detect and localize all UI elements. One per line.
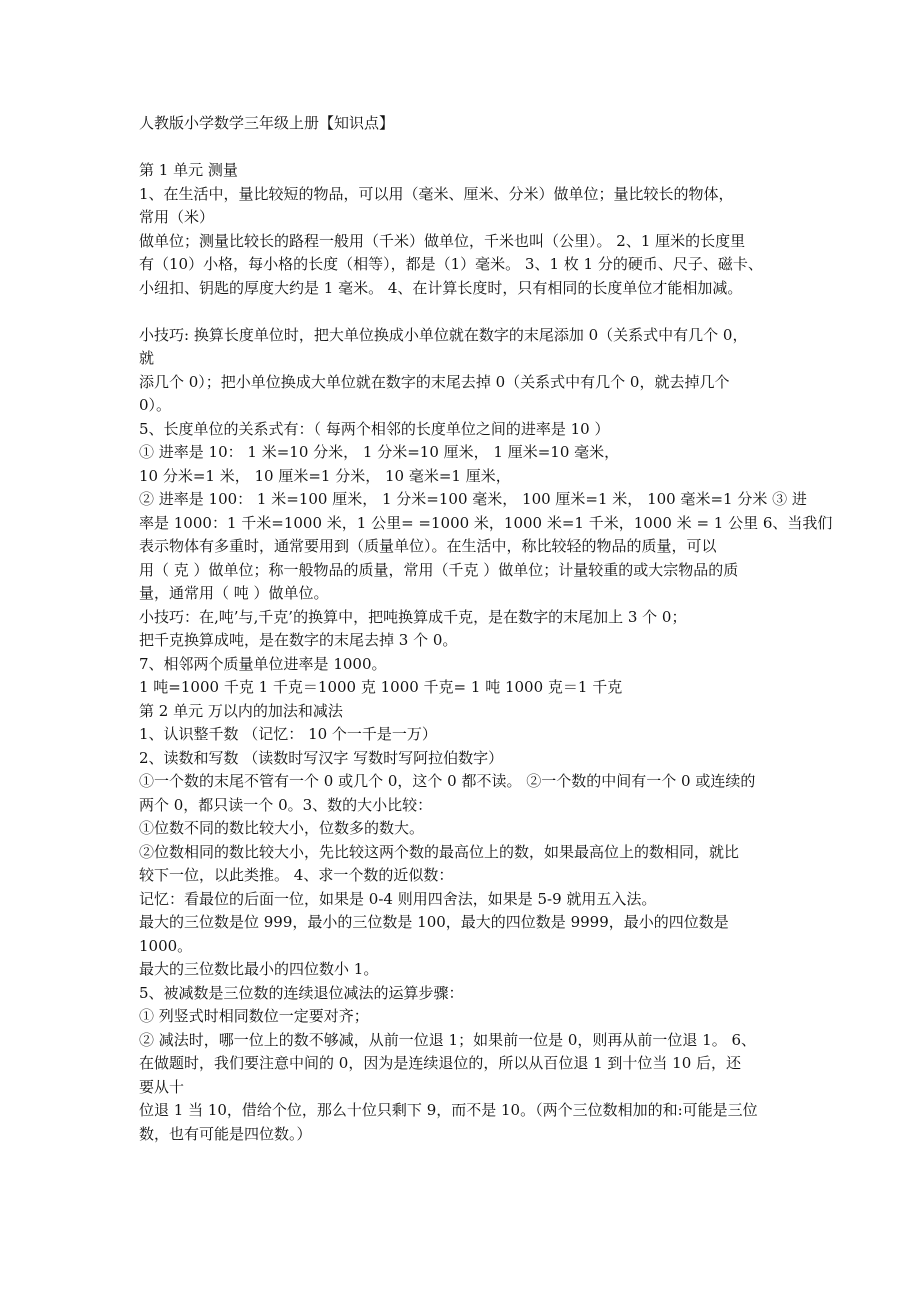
text-line: 就 bbox=[139, 349, 155, 367]
text-line: 添几个 0）；把小单位换成大单位就在数字的末尾去掉 0（关系式中有几个 0，就去掉几个 bbox=[139, 372, 730, 391]
text-line: 小技巧: 换算长度单位时，把大单位换成小单位就在数字的末尾添加 0（关系式中有几个 0， bbox=[139, 325, 748, 344]
text-line: 表示物体有多重时，通常要用到（质量单位）。在生活中，称比较轻的物品的质量，可以 bbox=[139, 537, 717, 555]
text-line: 率是 1000：1 千米=1000 米，1 公里= =1000 米，1000 米=1 千米，1000 米 = 1 公里 6、当我们 bbox=[139, 513, 833, 532]
text-line: 常用（米） bbox=[139, 208, 215, 226]
text-line: 要从十 bbox=[139, 1077, 185, 1096]
text-line: 7、相邻两个质量单位进率是 1000。 bbox=[139, 654, 387, 673]
text-line: 小技巧：在‚吨’与‚千克’的换算中，把吨换算成千克，是在数字的末尾加上 3 个 0； bbox=[139, 607, 687, 626]
text-line: 位退 1 当 10，借给个位，那么十位只剩下 9，而不是 10。（两个三位数相加的和:可能是三位 bbox=[139, 1101, 758, 1119]
text-line: ②位数相同的数比较大小，先比较这两个数的最高位上的数，如果最高位上的数相同，就比 bbox=[139, 842, 740, 861]
text-line: 0）。 bbox=[139, 396, 172, 414]
text-line: 在做题时，我们要注意中间的 0，因为是连续退位的，所以从百位退 1 到十位当 10 后，还 bbox=[139, 1054, 742, 1072]
text-line: 2、读数和写数 （读数时写汉字 写数时写阿拉伯数字） bbox=[139, 748, 504, 767]
text-line: 10 分米=1 米， 10 厘米=1 分米， 10 毫米=1 厘米， bbox=[139, 466, 511, 485]
text-line: 1000。 bbox=[139, 936, 193, 955]
text-line: 最大的三位数比最小的四位数小 1。 bbox=[139, 960, 379, 978]
text-line: 最大的三位数是位 999，最小的三位数是 100，最大的四位数是 9999，最小的四位数是 bbox=[139, 913, 729, 931]
text-line: 做单位；测量比较长的路程一般用（千米）做单位，千米也叫（公里）。 2、1 厘米的长度里 bbox=[139, 231, 746, 250]
text-line: 第 2 单元 万以内的加法和减法 bbox=[139, 701, 343, 720]
text-line: 较下一位，以此类推。 4、求一个数的近似数： bbox=[139, 866, 454, 884]
text-line: 把千克换算成吨，是在数字的末尾去掉 3 个 0。 bbox=[139, 631, 458, 649]
unit1-measurement-section bbox=[139, 159, 787, 300]
text-line: 记忆：看最位的后面一位，如果是 0-4 则用四舍法，如果是 5-9 就用五入法。 bbox=[139, 889, 657, 908]
text-line: 有（10）小格，每小格的长度（相等），都是（1）毫米。 3、1 枚 1 分的硬币、尺子、磁卡、 bbox=[139, 255, 763, 273]
text-line: 5、长度单位的关系式有：（ 每两个相邻的长度单位之间的进率是 10 ） bbox=[139, 419, 610, 438]
text-line: 两个 0，都只读一个 0。3、数的大小比较： bbox=[139, 795, 433, 814]
text-line: ①一个数的末尾不管有一个 0 或几个 0，这个 0 都不读。 ②一个数的中间有一个 0 或连续的 bbox=[139, 772, 756, 790]
text-line: 1 吨=1000 千克 1 千克＝1000 克 1000 千克= 1 吨 1000 克＝1 千克 bbox=[139, 678, 623, 696]
text-line: 第 1 单元 测量 bbox=[139, 161, 238, 179]
blank-line bbox=[139, 300, 787, 324]
text-line: ① 进率是 10： 1 米=10 分米， 1 分米=10 厘米， 1 厘米=10 毫米， bbox=[139, 443, 620, 461]
text-line: 1、在生活中，量比较短的物品，可以用（毫米、厘米、分米）做单位；量比较长的物体， bbox=[139, 184, 734, 203]
text-line: ② 进率是 100： 1 米=100 厘米， 1 分米=100 毫米， 100 厘米=1 米， 100 毫米=1 分米 ③ 进 bbox=[139, 490, 807, 508]
text-line: 5、被减数是三位数的连续退位减法的运算步骤： bbox=[139, 983, 464, 1002]
text-line: 数，也有可能是四位数。） bbox=[139, 1124, 312, 1143]
text-line: ② 减法时，哪一位上的数不够减，从前一位退 1；如果前一位是 0，则再从前一位退 1。 6、 bbox=[139, 1030, 757, 1049]
main-content-section bbox=[139, 324, 833, 1147]
text-line: 用（ 克 ）做单位；称一般物品的质量，常用（千克 ）做单位；计量较重的或大宗物品的质 bbox=[139, 560, 739, 579]
document-page bbox=[139, 112, 833, 1146]
document-title: 人教版小学数学三年级上册【知识点】 bbox=[139, 114, 395, 132]
blank-line bbox=[139, 136, 787, 160]
text-line: 1、认识整千数 （记忆： 10 个一千是一万） bbox=[139, 725, 437, 743]
text-line: ①位数不同的数比较大小，位数多的数大。 bbox=[139, 819, 425, 837]
text-line: 小纽扣、钥匙的厚度大约是 1 毫米。 4、在计算长度时，只有相同的长度单位才能相加减。 bbox=[139, 278, 743, 297]
text-line: ① 列竖式时相同数位一定要对齐； bbox=[139, 1007, 369, 1025]
text-line: 量，通常用（ 吨 ）做单位。 bbox=[139, 584, 329, 602]
